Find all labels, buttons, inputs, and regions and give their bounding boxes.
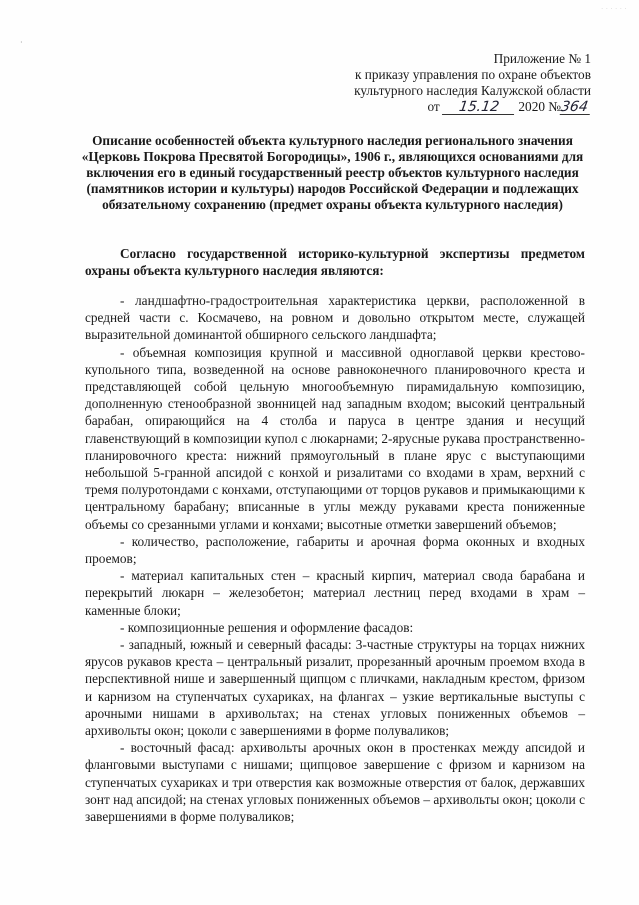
handwritten-date: 15.12: [442, 100, 516, 115]
paragraph: - объемная композиция крупной и массивной одноглавой церкви крестово-купольного типа, возведенной на основе равноконечного планировочного креста и представляющей собой цельную многообъемную пирамидальную композицию, дополненную стенообразной звонницей над западным входом; высокий центральный барабан, опирающийся на 4 столба и паруса в центре здания и несущий главенствующий в композиции купол с люкарнами; 2-ярусные рукава пространственно-планировочного креста: нижний прямоугольный в плане ярус с выступающими небольшой 5-гранной апсидой с конхой и ризалитами со входами в храм, верхний с тремя полуротондами с конхами, отступающими от торцов рукавов и примыкающими к центральному барабану; вписанные в углы между рукавами креста пониженные объемы со срезанными углами и конхами; высотные отметки завершений объемов;: [85, 344, 585, 532]
paragraph: - ландшафтно-градостроительная характеристика церкви, расположенной в средней части с. Космачево, на ровном и довольно открытом месте, служащей выразительной доминантой обширного сельского ландшафта;: [85, 293, 585, 343]
date-prefix: от: [427, 99, 440, 114]
paragraph: - композиционные решения и оформление фасадов:: [120, 619, 414, 635]
appendix-line-3: культурного наследия Калужской области: [354, 83, 591, 98]
paragraph: - материал капитальных стен – красный кирпич, материал свода барабана и перекрытий люкарн – железобетон; материал лестниц перед входами в храм – каменные блоки;: [85, 568, 585, 618]
appendix-date-line: [291, 99, 591, 115]
paragraph: - количество, расположение, габариты и арочная форма оконных и входных проемов;: [85, 533, 585, 567]
document-title: Описание особенностей объекта культурного наследия регионального значения «Церковь Покрова Пресвятой Богородицы», 1906 г., являющихся основаниями для включения его в единый государственный реестр объектов культурного наследия (памятников истории и культуры) народов Российской Федерации и подлежащих обязательному сохранению (предмет охраны объекта культурного наследия): [81, 133, 584, 212]
subheading: Согласно государственной историко-культурной экспертизы предметом охраны объекта культурного наследия являются:: [85, 246, 585, 278]
document-body: [85, 292, 585, 825]
appendix-line-1: Приложение № 1: [493, 51, 591, 66]
appendix-header: [291, 51, 591, 115]
paragraph: - западный, южный и северный фасады: 3-частные структуры на торцах нижних ярусов рукавов креста – центральный ризалит, прорезанный арочным проемом входа в перспективной нише и завершенный щипцом с пличками, накладным крестом, фризом и карнизом на ступенчатых сухариках, на флангах – узкие вертикальные выступы с арочными нишами в архивольтах; на стенах угловых пониженных объемов – архивольты окон; цоколи с завершениями в форме полуваликов;: [85, 637, 585, 739]
dot-mark: ·: [20, 38, 23, 47]
year-and-number-label: 2020 №: [518, 99, 561, 114]
appendix-line-2: к приказу управления по охране объектов: [354, 67, 591, 82]
corner-mark: · · · · · ·: [601, 6, 627, 12]
paragraph: - восточный фасад: архивольты арочных окон в простенках между апсидой и фланговыми выступами с нишами; щипцовое завершение с фризом и карнизом на ступенчатых сухариках и три отверстия как возможные отверстия от балок, державших зонт над апсидой; на стенах угловых пониженных объемов – архивольты окон; цоколи с завершениями в форме полуваликов;: [85, 740, 585, 825]
handwritten-number: 364: [560, 100, 593, 115]
